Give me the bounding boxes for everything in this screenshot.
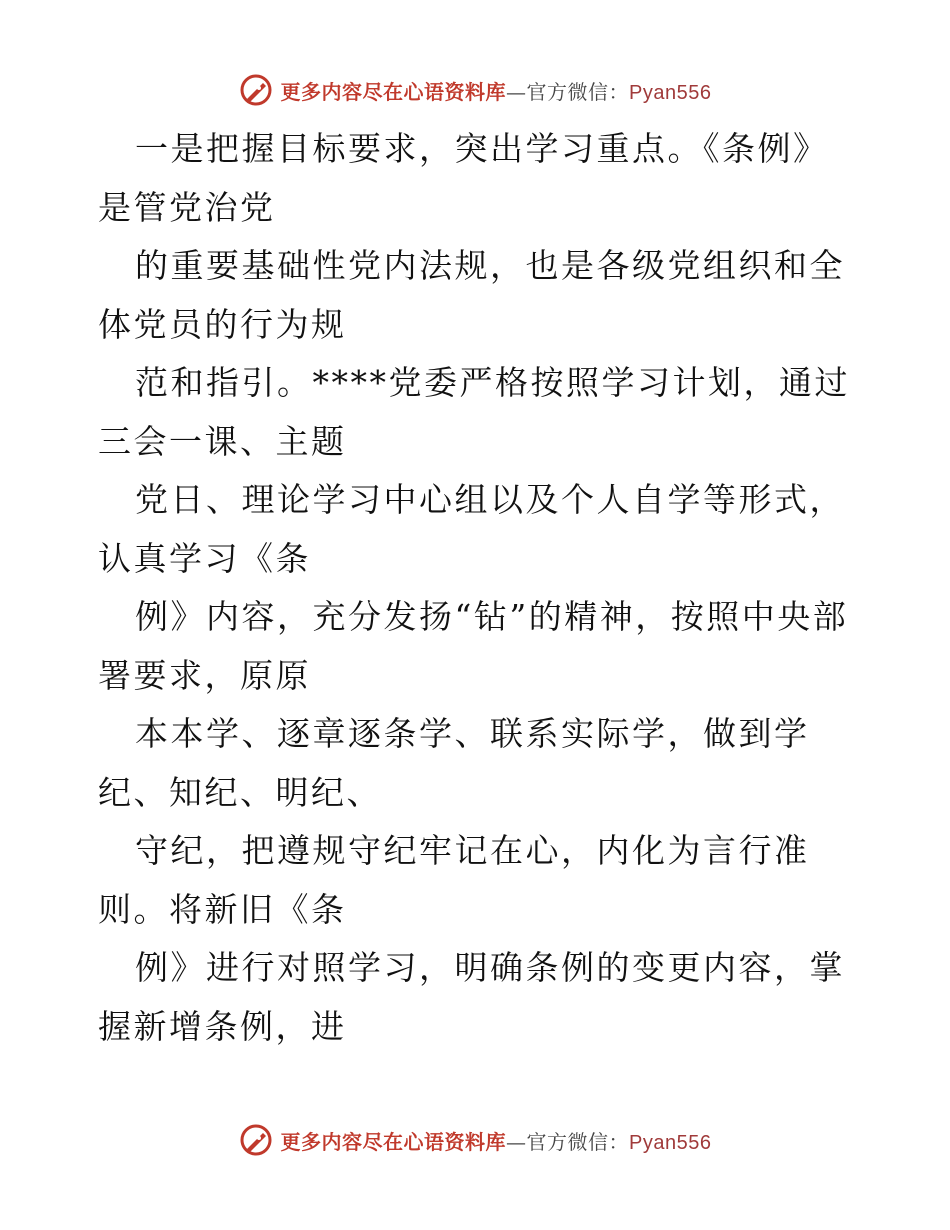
footer-brand-text: 更多内容尽在心语资料库 bbox=[280, 1129, 507, 1154]
paragraph: 守纪，把遵规守纪牢记在心，内化为言行准则。将新旧《条 bbox=[98, 831, 810, 929]
paragraph: 本本学、逐章逐条学、联系实际学，做到学纪、知纪、明纪、 bbox=[98, 714, 810, 812]
header-wechat-id: Pyan556 bbox=[629, 81, 712, 104]
header-official-text: 官方微信： bbox=[526, 79, 630, 104]
header-brand-text: 更多内容尽在心语资料库 bbox=[280, 79, 507, 104]
pen-nib-logo-icon bbox=[239, 1123, 273, 1157]
paragraph: 一是把握目标要求，突出学习重点。《条例》是管党治党 bbox=[98, 129, 829, 227]
header-banner-text bbox=[281, 76, 712, 105]
pen-nib-logo-icon bbox=[239, 73, 273, 107]
header-separator: — bbox=[506, 79, 527, 104]
footer-banner bbox=[0, 1120, 950, 1160]
paragraph: 例》进行对照学习，明确条例的变更内容，掌握新增条例，进 bbox=[98, 948, 845, 1046]
paragraph: 范和指引。****党委严格按照学习计划，通过三会一课、主题 bbox=[98, 363, 850, 461]
footer-banner-text bbox=[281, 1126, 712, 1155]
paragraph: 的重要基础性党内法规，也是各级党组织和全体党员的行为规 bbox=[98, 246, 845, 344]
paragraph: 党日、理论学习中心组以及个人自学等形式，认真学习《条 bbox=[98, 480, 845, 578]
footer-separator: — bbox=[506, 1129, 527, 1154]
paragraph: 例》内容，充分发扬“钻”的精神，按照中央部署要求，原原 bbox=[98, 597, 849, 695]
footer-wechat-id: Pyan556 bbox=[629, 1131, 712, 1154]
header-banner bbox=[0, 70, 950, 110]
footer-official-text: 官方微信： bbox=[526, 1129, 630, 1154]
body-text bbox=[98, 120, 858, 1056]
